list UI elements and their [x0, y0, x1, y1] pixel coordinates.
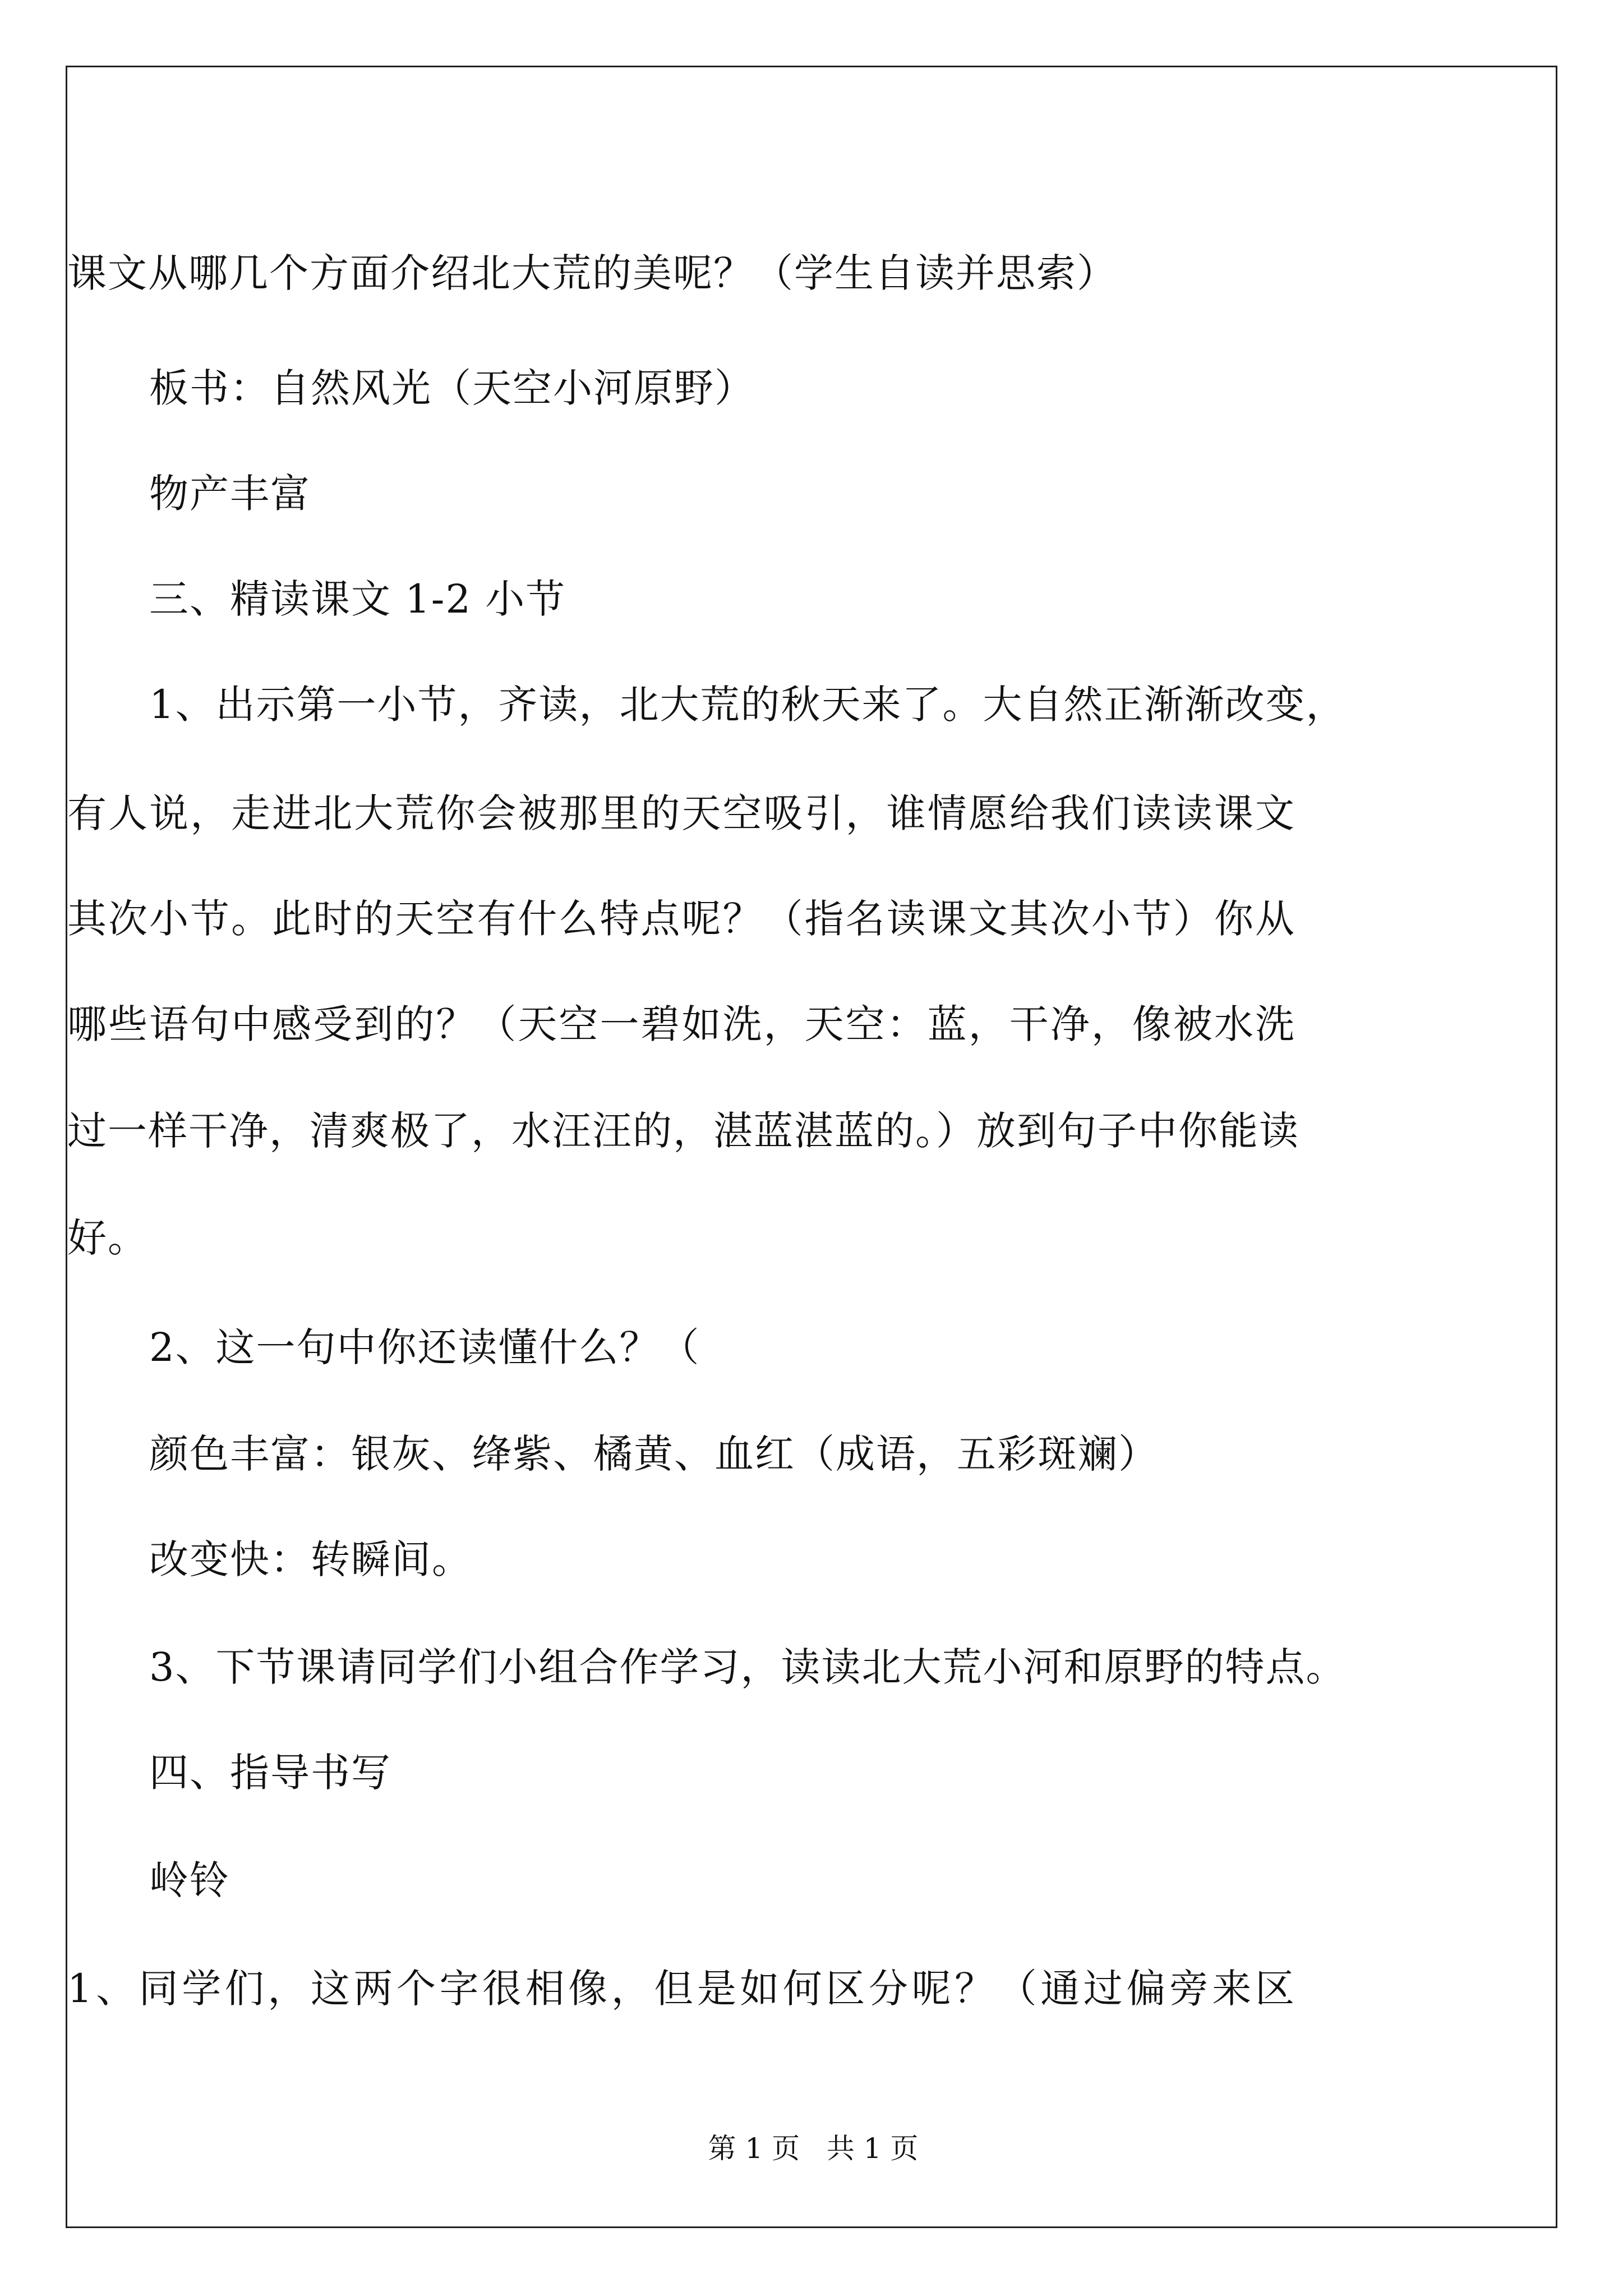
text-line-15: 四、指导书写 [149, 1750, 391, 1796]
text-line-9: 过一样干净，清爽极了，水汪汪的，湛蓝湛蓝的。）放到句子中你能读 [67, 1108, 1299, 1154]
text-line-1: 课文从哪几个方面介绍北大荒的美呢？（学生自读并思索） [67, 250, 1117, 296]
page-number-footer: 第 1 页 共 1 页 [708, 2132, 919, 2165]
text-line-12: 颜色丰富：银灰、绛紫、橘黄、血红（成语，五彩斑斓） [149, 1431, 1159, 1477]
text-line-7: 其次小节。此时的天空有什么特点呢？（指名读课文其次小节）你从 [67, 896, 1295, 942]
text-line-2: 板书：自然风光（天空小河原野） [149, 365, 755, 411]
text-line-10: 好。 [67, 1215, 148, 1261]
text-line-13: 改变快：转瞬间。 [149, 1536, 472, 1582]
text-line-6: 有人说，走进北大荒你会被那里的天空吸引，谁情愿给我们读读课文 [67, 790, 1295, 836]
text-line-17: 1、同学们，这两个字很相像，但是如何区分呢？（通过偏旁来区 [67, 1966, 1295, 2012]
text-line-16: 岭铃 [149, 1857, 230, 1903]
text-line-14: 3、下节课请同学们小组合作学习，读读北大荒小河和原野的特点。 [149, 1644, 1347, 1690]
page-frame [66, 66, 1557, 2228]
text-line-3: 物产丰富 [149, 471, 311, 517]
text-line-8: 哪些语句中感受到的？（天空一碧如洗，天空：蓝，干净，像被水洗 [67, 1001, 1295, 1047]
text-line-4: 三、精读课文 1-2 小节 [149, 576, 566, 622]
text-line-5: 1、出示第一小节，齐读，北大荒的秋天来了。大自然正渐渐改变， [149, 682, 1347, 728]
text-line-11: 2、这一句中你还读懂什么？（ [149, 1324, 700, 1370]
